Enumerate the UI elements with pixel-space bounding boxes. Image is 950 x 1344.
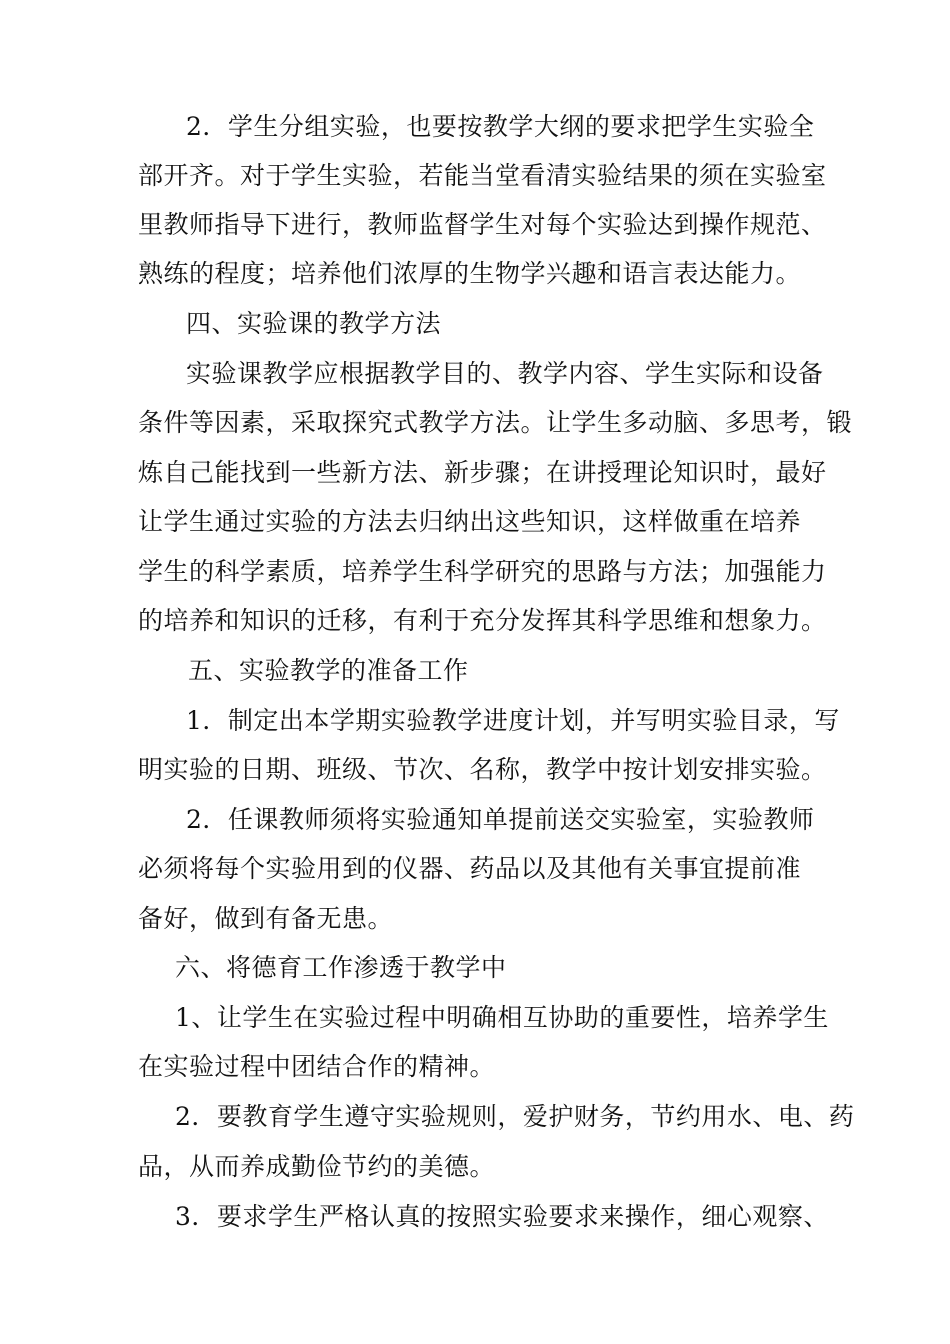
paragraph-line: 部开齐。对于学生实验，若能当堂看清实验结果的须在实验室	[138, 161, 827, 190]
paragraph-line: 1、让学生在实验过程中明确相互协助的重要性，培养学生	[175, 1003, 829, 1032]
paragraph-line: 让学生通过实验的方法去归纳出这些知识，这样做重在培养	[138, 507, 802, 536]
paragraph-line: 条件等因素，采取探究式教学方法。让学生多动脑、多思考，锻	[138, 408, 853, 437]
paragraph-line: 3．要求学生严格认真的按照实验要求来操作，细心观察、	[175, 1202, 829, 1231]
paragraph-line: 2．任课教师须将实验通知单提前送交实验室，实验教师	[186, 805, 815, 834]
paragraph-line: 熟练的程度；培养他们浓厚的生物学兴趣和语言表达能力。	[138, 259, 802, 288]
paragraph-line: 备好，做到有备无患。	[138, 904, 394, 933]
paragraph-line: 品，从而养成勤俭节约的美德。	[138, 1152, 496, 1181]
paragraph-line: 里教师指导下进行，教师监督学生对每个实验达到操作规范、	[138, 210, 827, 239]
paragraph-line: 在实验过程中团结合作的精神。	[138, 1052, 496, 1081]
paragraph-line: 2．要教育学生遵守实验规则，爱护财务，节约用水、电、药	[175, 1102, 855, 1131]
paragraph-line: 炼自己能找到一些新方法、新步骤；在讲授理论知识时，最好	[138, 458, 827, 487]
paragraph-line: 明实验的日期、班级、节次、名称，教学中按计划安排实验。	[138, 755, 827, 784]
paragraph-line: 学生的科学素质，培养学生科学研究的思路与方法；加强能力	[138, 557, 827, 586]
paragraph-line: 必须将每个实验用到的仪器、药品以及其他有关事宜提前准	[138, 854, 802, 883]
paragraph-line: 1．制定出本学期实验教学进度计划，并写明实验目录，写	[186, 706, 840, 735]
paragraph-line: 的培养和知识的迁移，有利于充分发挥其科学思维和想象力。	[138, 606, 827, 635]
paragraph-line: 实验课教学应根据教学目的、教学内容、学生实际和设备	[186, 359, 824, 388]
section-heading: 四、实验课的教学方法	[186, 309, 442, 338]
section-heading: 五、实验教学的准备工作	[188, 656, 469, 685]
paragraph-line: 2．学生分组实验，也要按教学大纲的要求把学生实验全	[186, 112, 815, 141]
section-heading: 六、将德育工作渗透于教学中	[175, 953, 507, 982]
